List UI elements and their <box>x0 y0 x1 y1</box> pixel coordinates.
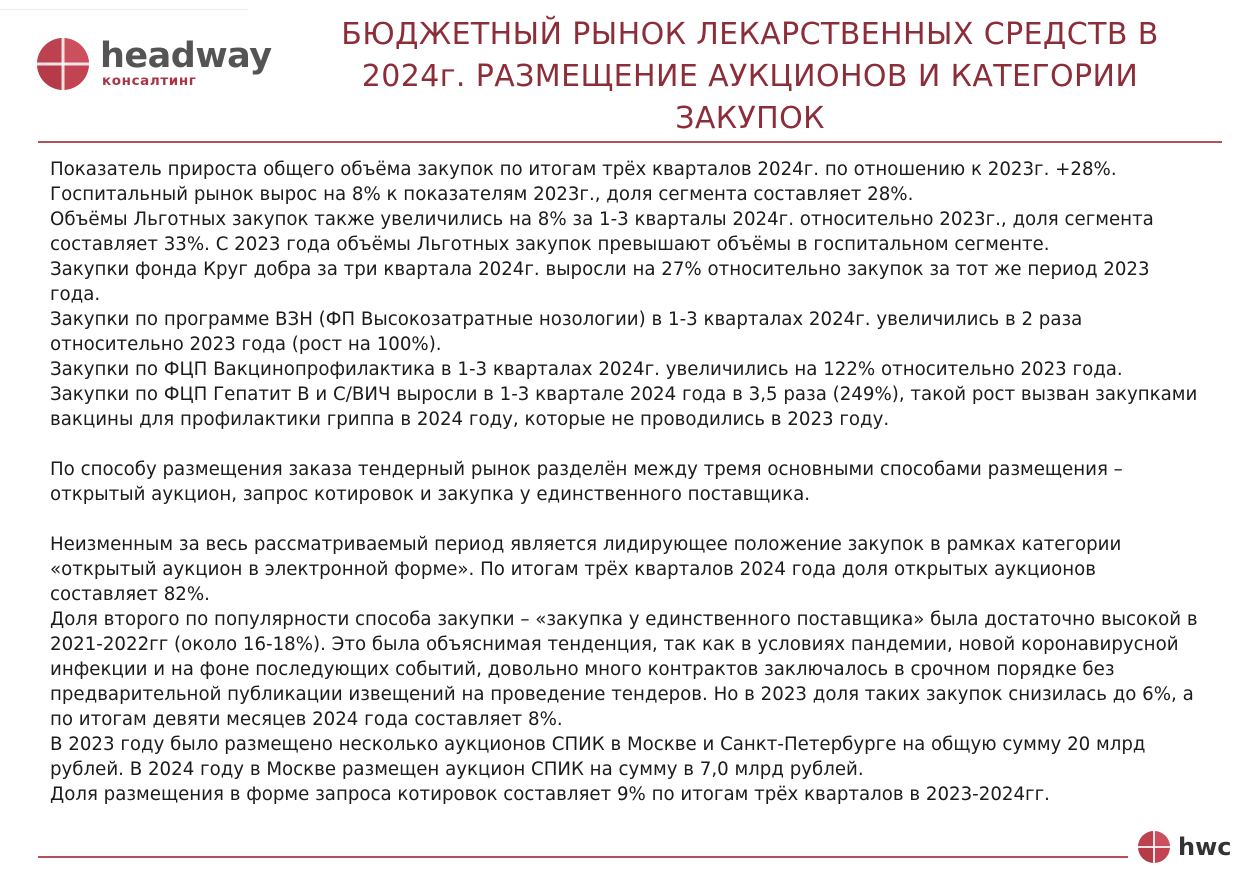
paragraph: Госпитальный рынок вырос на 8% к показателям 2023г., доля сегмента составляет 28%. <box>50 184 914 205</box>
page-title: БЮДЖЕТНЫЙ РЫНОК ЛЕКАРСТВЕННЫХ СРЕДСТВ В 2024г. РАЗМЕЩЕНИЕ АУКЦИОНОВ И КАТЕГОРИИ ЗАКУПОК <box>341 17 1159 136</box>
paragraph: Показатель прироста общего объёма закупок по итогам трёх кварталов 2024г. по отношению к 2023г. +28%. <box>50 159 1117 180</box>
body-text <box>50 157 1200 807</box>
paragraph: Закупки по программе ВЗН (ФП Высокозатратные нозологии) в 1-3 кварталах 2024г. увеличились в 2 раза относительно 2023 года (рост на 100%). <box>50 309 1083 355</box>
footer-divider <box>38 856 1128 858</box>
paragraph-gap <box>50 432 1200 457</box>
paragraph-gap <box>50 507 1200 532</box>
paragraph: Доля второго по популярности способа закупки – «закупка у единственного поставщика» была достаточно высокой в 2021-2022гг (около 16-18%). Это была объяснимая тенденция, так как в условиях пандемии, новой коронавирусной инфекции и на фоне последующих событий, довольно много контрактов заключалось в срочном порядке без предварительной публикации извещений на проведение тендеров. Но в 2023 доля таких закупок снизилась до 6%, а по итогам девяти месяцев 2024 года составляет 8%. <box>50 609 1198 730</box>
hwc-logo <box>1137 830 1237 866</box>
header-divider <box>38 141 1222 143</box>
paragraph: Закупки фонда Круг добра за три квартала 2024г. выросли на 27% относительно закупок за тот же период 2023 года. <box>50 259 1150 305</box>
paragraph: Неизменным за весь рассматриваемый период является лидирующее положение закупок в рамках категории «открытый аукцион в электронной форме». По итогам трёх кварталов 2024 года доля открытых аукционов составляет 82%. <box>50 534 1122 605</box>
logo-subtitle: консалтинг <box>102 73 197 89</box>
paragraph: Закупки по ФЦП Гепатит В и С/ВИЧ выросли в 1-3 квартале 2024 года в 3,5 раза (249%), такой рост вызван закупками вакцины для профилактики гриппа в 2024 году, которые не проводились в 2023 году. <box>50 384 1198 430</box>
top-divider <box>0 9 248 10</box>
paragraph: Закупки по ФЦП Вакцинопрофилактика в 1-3 кварталах 2024г. увеличились на 122% относительно 2023 года. <box>50 359 1123 380</box>
headway-logo-icon <box>36 37 90 91</box>
paragraph: В 2023 году было размещено несколько аукционов СПИК в Москве и Санкт-Петербурге на общую сумму 20 млрд рублей. В 2024 году в Москве размещен аукцион СПИК на сумму в 7,0 млрд рублей. <box>50 734 1146 780</box>
hwc-wordmark: hwc <box>1178 833 1232 861</box>
headway-logo <box>36 36 276 92</box>
hwc-logo-icon <box>1137 830 1171 864</box>
logo-wordmark: headway <box>100 36 272 76</box>
paragraph: Доля размещения в форме запроса котировок составляет 9% по итогам трёх кварталов в 2023-2024гг. <box>50 784 1050 805</box>
paragraph: По способу размещения заказа тендерный рынок разделён между тремя основными способами размещения – открытый аукцион, запрос котировок и закупка у единственного поставщика. <box>50 459 1123 505</box>
paragraph: Объёмы Льготных закупок также увеличились на 8% за 1-3 кварталы 2024г. относительно 2023г., доля сегмента составляет 33%. С 2023 года объёмы Льготных закупок превышают объёмы в госпитальном сегменте. <box>50 209 1154 255</box>
